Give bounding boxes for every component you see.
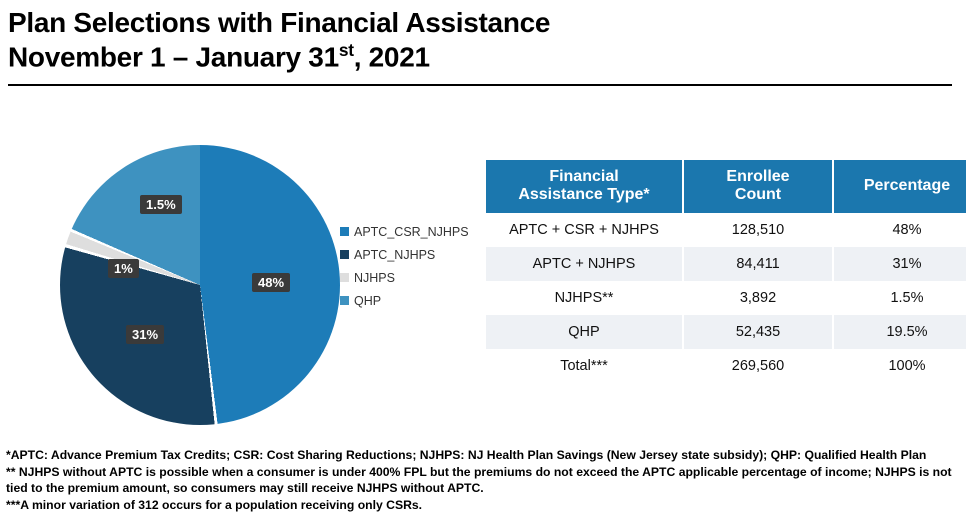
cell-percentage: 1.5% [833,281,966,315]
cell-percentage: 100% [833,349,966,383]
cell-type: QHP [486,315,683,349]
cell-percentage: 48% [833,213,966,247]
pie-chart [40,135,469,435]
legend-item-qhp [340,289,470,312]
legend-swatch-icon [340,250,349,259]
page-title [8,6,952,74]
pie-slice-label-aptc-njhps: 31% [126,325,164,344]
footnotes [6,447,958,514]
legend-item-aptc-njhps [340,243,470,266]
title-line-2-superscript: st [338,39,354,60]
header-line-2: Count [734,186,782,204]
enrollment-table [486,160,952,383]
legend-label: QHP [354,293,382,308]
cell-type: APTC + NJHPS [486,247,683,281]
footnote-2: ** NJHPS without APTC is possible when a consumer is under 400% FPL but the premiums do not exceed the APTC applicable percentage of income; NJHPS is not tied to the premium amount, so consumers may still receive NJHPS without APTC. [6,465,952,496]
cell-type: APTC + CSR + NJHPS [486,213,683,247]
header-line-2: Assistance Type* [518,186,650,204]
cell-type: NJHPS** [486,281,683,315]
table-header-row [486,160,966,213]
table-header-percentage [833,160,966,213]
pie-slice-label-qhp: 1.5% [140,195,182,214]
header-line-1: Financial [549,168,619,185]
cell-count: 3,892 [683,281,833,315]
cell-count: 84,411 [683,247,833,281]
title-line-2-pre: November 1 – January 31 [8,40,339,72]
header-line-1: Percentage [863,177,951,195]
legend-item-njhps [340,266,470,289]
cell-count: 269,560 [683,349,833,383]
header-line-1: Enrollee [726,168,790,185]
table-row [486,247,966,281]
cell-percentage: 19.5% [833,315,966,349]
cell-percentage: 31% [833,247,966,281]
legend-swatch-icon [340,273,349,282]
table-row [486,213,966,247]
footnote-1: *APTC: Advance Premium Tax Credits; CSR: Cost Sharing Reductions; NJHPS: NJ Health Plan Savings (New Jersey state subsidy); QHP: Qualified Health Plan [6,448,927,462]
pie-slice-label-aptc-csr-njhps: 48% [252,273,290,292]
pie-slice-label-njhps: 1% [108,259,139,278]
legend-swatch-icon [340,227,349,236]
title-line-2 [8,40,952,74]
legend-label: APTC_CSR_NJHPS [354,224,469,239]
table-row [486,315,966,349]
legend-swatch-icon [340,296,349,305]
legend-label: APTC_NJHPS [354,247,436,262]
title-divider [8,84,952,86]
table-row [486,281,966,315]
table-header-financial-assistance-type [486,160,683,213]
table-header-enrollee-count [683,160,833,213]
table-row-total [486,349,966,383]
footnote-3: ***A minor variation of 312 occurs for a population receiving only CSRs. [6,498,423,513]
cell-type: Total*** [486,349,683,383]
chart-legend [340,220,470,312]
title-line-1: Plan Selections with Financial Assistance [8,7,551,38]
cell-count: 52,435 [683,315,833,349]
title-line-2-post: , 2021 [353,40,430,72]
legend-label: NJHPS [354,270,395,285]
cell-count: 128,510 [683,213,833,247]
legend-item-aptc-csr-njhps [340,220,470,243]
pie-graphic [60,145,340,425]
